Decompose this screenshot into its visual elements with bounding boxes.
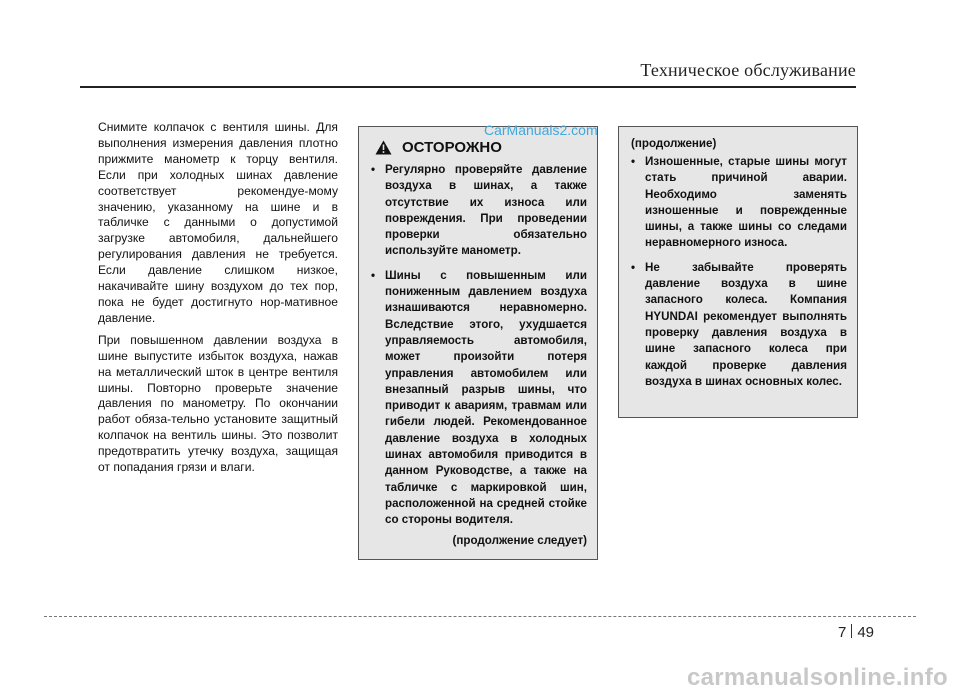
warning-list	[371, 162, 587, 529]
warning-item: • Регулярно проверяйте давление воздуха в шинах, а также отсутствие их износа или повреждения. При проведении проверки обязательно используйте манометр.	[371, 162, 587, 260]
continuation-item: • Изношенные, старые шины могут стать причиной аварии. Необходимо заменять изношенные и поврежденные шины, а также шины со следами неравномерного износа.	[631, 154, 847, 252]
continuation-item: • Не забывайте проверять давление воздуха в шине запасного колеса. Компания HYUNDAI рекомендует выполнять проверку давления воздуха в шине запасного колеса при каждой проверке давления воздуха в шинах основных колес.	[631, 260, 847, 390]
body-text-column	[98, 120, 338, 482]
warning-triangle-icon	[375, 140, 392, 155]
continuation-title: (продолжение)	[631, 137, 717, 150]
footer-rule	[44, 616, 916, 617]
paragraph-release: При повышенном давлении воздуха в шине выпустите избыток воздуха, нажав на металлический шток в центре вентиля шины. Повторно проверьте значение давления по манометру. По окончании работ обяза-тельно установите защитный колпачок на вентиль шины. Это позволит предотвратить утечку воздуха, защищая от попадания грязи и влаги.	[98, 332, 338, 475]
continuation-box	[618, 126, 858, 418]
chapter-number: 7	[837, 624, 847, 641]
page-number-divider	[851, 624, 852, 638]
warning-box	[358, 126, 598, 560]
warning-title: ОСТОРОЖНО	[402, 139, 502, 156]
page-number	[838, 624, 874, 641]
continued-next-note: (продолжение следует)	[452, 534, 587, 547]
section-title: Техническое обслуживание	[640, 60, 856, 80]
continuation-list	[631, 154, 847, 390]
watermark-text: CarManuals2.com	[484, 122, 598, 138]
warning-header	[375, 139, 587, 156]
header-rule	[80, 86, 856, 88]
footer-site-url[interactable]: carmanualsonline.info	[686, 664, 948, 691]
page-number-value: 49	[857, 624, 874, 641]
warning-item: • Шины с повышенным или пониженным давлением воздуха изнашиваются неравномерно. Вследствие этого, ухудшается управляемость автомобиля, может произойти потеря управления автомобилем или внезапный разрыв шины, что приводит к авариям, травмам или гибели людей. Рекомендованное давление воздуха в холодных шинах автомобиля приводится в данном Руководстве, а также на табличке с маркировкой шин, расположенной на средней стойке со стороны водителя.	[371, 268, 587, 529]
paragraph-measure: Снимите колпачок с вентиля шины. Для выполнения измерения давления плотно прижмите манометр к торцу вентиля. Если при холодных шинах давление соответствует рекомендуе-мому значению, указанному на шине и в табличке с данными о допустимой загрузке автомобиля, дальнейшего регулирования давления не требуется. Если давление слишком низкое, накачивайте шину воздухом до тех пор, пока не будет достигнуто нор-мативное давление.	[98, 120, 338, 325]
